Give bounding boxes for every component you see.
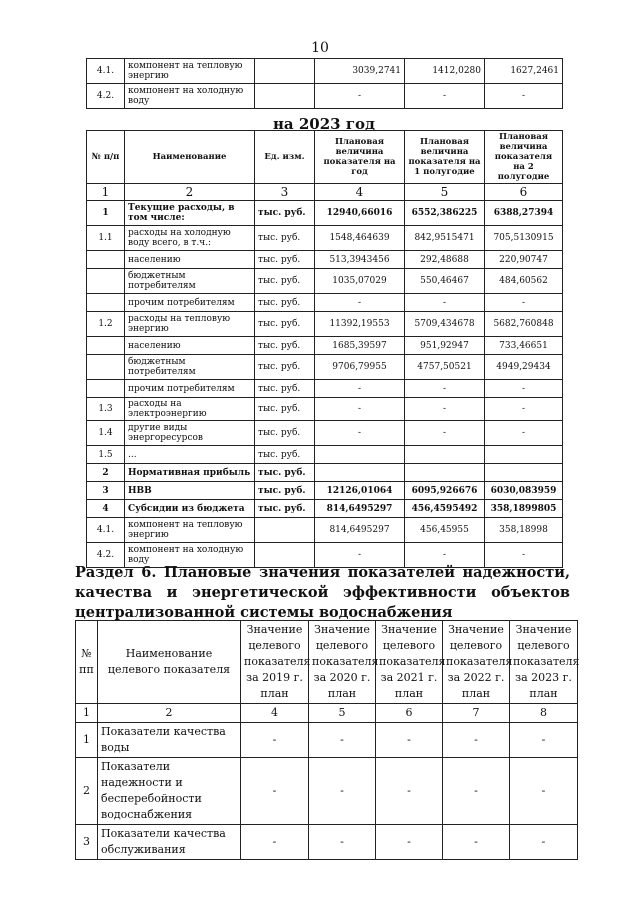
row-unit: тыс. руб. <box>255 226 315 251</box>
row-number: 4 <box>87 500 125 518</box>
value-h2: 6030,083959 <box>485 482 563 500</box>
row-number: 4.1. <box>87 59 125 84</box>
value-h1: 550,46467 <box>405 269 485 294</box>
value-year <box>315 446 405 464</box>
indicator-value: - <box>241 825 309 860</box>
column-number: 3 <box>255 184 315 201</box>
indicator-value: - <box>510 825 578 860</box>
column-number-row <box>87 184 563 201</box>
row-number <box>87 380 125 398</box>
table-row <box>87 355 563 380</box>
row-number: 4.2. <box>87 84 125 109</box>
row-unit: тыс. руб. <box>255 201 315 226</box>
value-h1: - <box>405 380 485 398</box>
row-name: населению <box>125 337 255 355</box>
row-unit: тыс. руб. <box>255 355 315 380</box>
value-h2: 1627,2461 <box>485 59 563 84</box>
value-h1: 456,4595492 <box>405 500 485 518</box>
table-row <box>87 226 563 251</box>
value-year: 12126,01064 <box>315 482 405 500</box>
value-h1: 5709,434678 <box>405 312 485 337</box>
value-h2: 705,5130915 <box>485 226 563 251</box>
row-number: 4.2. <box>87 543 125 568</box>
value-year: - <box>315 398 405 421</box>
row-name: Показатели качества воды <box>98 723 241 758</box>
row-unit: тыс. руб. <box>255 251 315 269</box>
row-name: расходы на тепловую энергию <box>125 312 255 337</box>
header-2020: Значение целевого показателя за 2020 г. план <box>309 621 376 704</box>
indicator-value: - <box>376 723 443 758</box>
table-row <box>87 464 563 482</box>
value-h2 <box>485 446 563 464</box>
row-number: 1 <box>87 201 125 226</box>
header-2021: Значение целевого показателя за 2021 г. план <box>376 621 443 704</box>
header-2019: Значение целевого показателя за 2019 г. план <box>241 621 309 704</box>
table-row <box>87 398 563 421</box>
table-row <box>76 758 578 825</box>
row-unit: тыс. руб. <box>255 294 315 312</box>
column-number: 1 <box>76 704 98 723</box>
row-name: Субсидии из бюджета <box>125 500 255 518</box>
value-h1: 456,45955 <box>405 518 485 543</box>
value-h2: 358,18998 <box>485 518 563 543</box>
table-row <box>87 84 563 109</box>
table-row <box>87 421 563 446</box>
value-h1: 951,92947 <box>405 337 485 355</box>
row-name: бюджетным потребителям <box>125 269 255 294</box>
row-name: компонент на холодную воду <box>125 543 255 568</box>
header-name: Наименование <box>125 131 255 184</box>
value-h2: - <box>485 398 563 421</box>
value-h2: - <box>485 294 563 312</box>
value-year: 513,3943456 <box>315 251 405 269</box>
column-number: 1 <box>87 184 125 201</box>
header-2022: Значение целевого показателя за 2022 г. план <box>443 621 510 704</box>
value-h1: 292,48688 <box>405 251 485 269</box>
table-header-row <box>76 621 578 704</box>
table-row <box>87 500 563 518</box>
column-number: 6 <box>376 704 443 723</box>
row-number <box>87 251 125 269</box>
row-name: компонент на холодную воду <box>125 84 255 109</box>
table-row <box>87 482 563 500</box>
row-number: 1.1 <box>87 226 125 251</box>
row-name: расходы на холодную воду всего, в т.ч.: <box>125 226 255 251</box>
row-number: 1.4 <box>87 421 125 446</box>
value-h1: 842,9515471 <box>405 226 485 251</box>
table-row <box>87 294 563 312</box>
column-number: 7 <box>443 704 510 723</box>
column-number: 4 <box>241 704 309 723</box>
value-h2: - <box>485 84 563 109</box>
row-unit: тыс. руб. <box>255 337 315 355</box>
row-name: НВВ <box>125 482 255 500</box>
table-row <box>87 201 563 226</box>
row-name: ... <box>125 446 255 464</box>
page-number: 10 <box>311 40 329 56</box>
header-num: № п/п <box>87 131 125 184</box>
value-year: 3039,2741 <box>315 59 405 84</box>
value-year: 814,6495297 <box>315 518 405 543</box>
row-unit: тыс. руб. <box>255 421 315 446</box>
row-number: 1.3 <box>87 398 125 421</box>
column-number: 6 <box>485 184 563 201</box>
row-name: бюджетным потребителям <box>125 355 255 380</box>
value-h1: 6095,926676 <box>405 482 485 500</box>
indicator-value: - <box>309 723 376 758</box>
row-name: прочим потребителям <box>125 380 255 398</box>
row-name: компонент на тепловую энергию <box>125 518 255 543</box>
header-h2: Плановая величина показателя на 2 полугодие <box>485 131 563 184</box>
value-year: - <box>315 543 405 568</box>
table-row <box>87 269 563 294</box>
indicator-value: - <box>376 758 443 825</box>
indicator-value: - <box>376 825 443 860</box>
value-h2: 358,1899805 <box>485 500 563 518</box>
row-number: 1 <box>76 723 98 758</box>
value-h1: 4757,50521 <box>405 355 485 380</box>
plan-2023-table <box>86 130 563 568</box>
row-unit <box>255 59 315 84</box>
table-row <box>76 723 578 758</box>
value-h1: - <box>405 421 485 446</box>
row-unit: тыс. руб. <box>255 482 315 500</box>
top-subsidy-table <box>86 58 563 109</box>
value-year: - <box>315 294 405 312</box>
table-row <box>87 518 563 543</box>
table-row <box>87 337 563 355</box>
row-unit <box>255 84 315 109</box>
value-year: 1685,39597 <box>315 337 405 355</box>
value-year: 11392,19553 <box>315 312 405 337</box>
value-h2: 733,46651 <box>485 337 563 355</box>
value-h1: - <box>405 398 485 421</box>
indicator-value: - <box>443 723 510 758</box>
column-number: 2 <box>98 704 241 723</box>
row-unit: тыс. руб. <box>255 446 315 464</box>
header-year: Плановая величина показателя на год <box>315 131 405 184</box>
table-row <box>87 251 563 269</box>
value-year: 814,6495297 <box>315 500 405 518</box>
value-h2: 220,90747 <box>485 251 563 269</box>
table-row <box>87 380 563 398</box>
row-name: прочим потребителям <box>125 294 255 312</box>
row-number <box>87 337 125 355</box>
value-h2 <box>485 464 563 482</box>
row-number: 3 <box>87 482 125 500</box>
row-number: 4.1. <box>87 518 125 543</box>
row-number: 1.5 <box>87 446 125 464</box>
indicator-value: - <box>510 758 578 825</box>
table-header-row <box>87 131 563 184</box>
row-number: 2 <box>76 758 98 825</box>
row-unit: тыс. руб. <box>255 464 315 482</box>
row-number <box>87 294 125 312</box>
value-h1: 6552,386225 <box>405 201 485 226</box>
row-name: компонент на тепловую энергию <box>125 59 255 84</box>
value-h2: 4949,29434 <box>485 355 563 380</box>
table-row <box>87 59 563 84</box>
value-year: - <box>315 84 405 109</box>
value-h2: - <box>485 380 563 398</box>
value-h2: - <box>485 421 563 446</box>
value-h1: 1412,0280 <box>405 59 485 84</box>
value-h1: - <box>405 84 485 109</box>
row-name: Показатели качества обслуживания <box>98 825 241 860</box>
column-number: 8 <box>510 704 578 723</box>
value-h1: - <box>405 543 485 568</box>
indicator-value: - <box>309 758 376 825</box>
value-year: - <box>315 421 405 446</box>
column-number: 5 <box>405 184 485 201</box>
indicator-value: - <box>443 825 510 860</box>
header-unit: Ед. изм. <box>255 131 315 184</box>
header-h1: Плановая величина показателя на 1 полугодие <box>405 131 485 184</box>
table-row <box>87 312 563 337</box>
indicator-value: - <box>241 723 309 758</box>
value-h2: 6388,27394 <box>485 201 563 226</box>
header-num: № пп <box>76 621 98 704</box>
value-h1 <box>405 446 485 464</box>
value-h2: - <box>485 543 563 568</box>
row-number: 1.2 <box>87 312 125 337</box>
header-name: Наименование целевого показателя <box>98 621 241 704</box>
row-unit: тыс. руб. <box>255 500 315 518</box>
value-h2: 484,60562 <box>485 269 563 294</box>
year-title: на 2023 год <box>272 115 376 133</box>
row-unit <box>255 518 315 543</box>
indicator-value: - <box>443 758 510 825</box>
value-year: 1035,07029 <box>315 269 405 294</box>
value-h2: 5682,760848 <box>485 312 563 337</box>
value-year <box>315 464 405 482</box>
value-year: 12940,66016 <box>315 201 405 226</box>
row-number <box>87 355 125 380</box>
row-name: другие виды энергоресурсов <box>125 421 255 446</box>
indicator-value: - <box>309 825 376 860</box>
column-number: 2 <box>125 184 255 201</box>
row-name: Текущие расходы, в том числе: <box>125 201 255 226</box>
row-name: Показатели надежности и бесперебойности водоснабжения <box>98 758 241 825</box>
row-unit: тыс. руб. <box>255 398 315 421</box>
row-unit: тыс. руб. <box>255 312 315 337</box>
value-h1 <box>405 464 485 482</box>
row-name: расходы на электроэнергию <box>125 398 255 421</box>
value-year: 9706,79955 <box>315 355 405 380</box>
table-row <box>87 446 563 464</box>
table-row <box>76 825 578 860</box>
indicators-table <box>75 620 578 860</box>
indicator-value: - <box>510 723 578 758</box>
column-number: 4 <box>315 184 405 201</box>
row-unit: тыс. руб. <box>255 269 315 294</box>
row-number: 2 <box>87 464 125 482</box>
row-number: 3 <box>76 825 98 860</box>
row-name: населению <box>125 251 255 269</box>
value-year: 1548,464639 <box>315 226 405 251</box>
value-year: - <box>315 380 405 398</box>
value-h1: - <box>405 294 485 312</box>
row-number <box>87 269 125 294</box>
section-title: Раздел 6. Плановые значения показателей надежности, качества и энергетической эффективности объектов централизованной системы водоснабжения <box>75 564 570 621</box>
row-name: Нормативная прибыль <box>125 464 255 482</box>
indicator-value: - <box>241 758 309 825</box>
column-number: 5 <box>309 704 376 723</box>
header-2023: Значение целевого показателя за 2023 г. план <box>510 621 578 704</box>
column-number-row <box>76 704 578 723</box>
row-unit: тыс. руб. <box>255 380 315 398</box>
